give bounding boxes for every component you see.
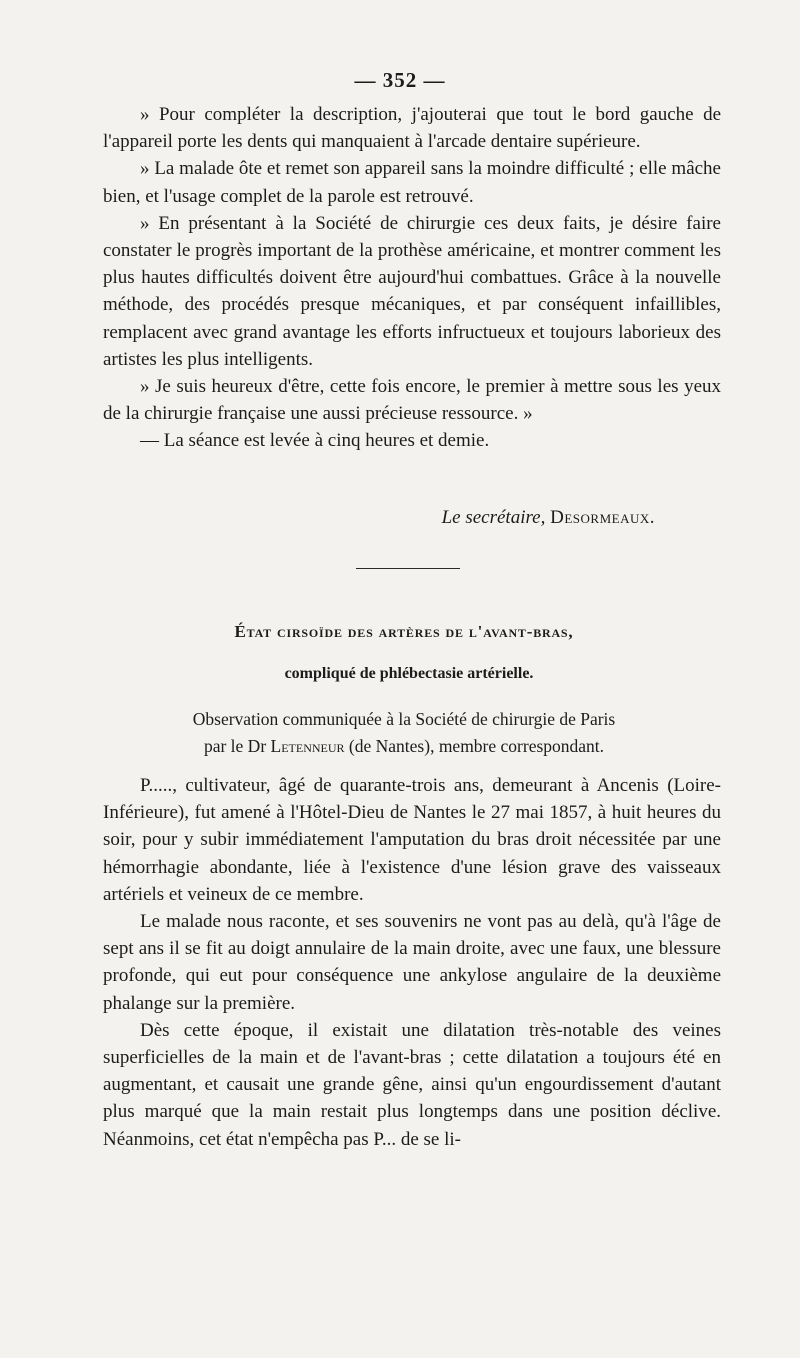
- paragraph: Le malade nous raconte, et ses souvenirs ne vont pas au delà, qu'à l'âge de sept ans il se fit au doigt annulaire de la main droite, avec une faux, une blessure profonde, qui eut pour conséquence une ankylose angulaire de la deuxième phalange sur la première.: [103, 911, 721, 1014]
- observation-author: Letenneur: [270, 736, 345, 756]
- top-text-block: [103, 101, 721, 455]
- observation-credit: [0, 706, 800, 760]
- article-title: État cirsoïde des artères de l'avant-bras,: [234, 622, 574, 641]
- paragraph: » En présentant à la Société de chirurgie ces deux faits, je désire faire constater le progrès important de la prothèse américaine, et montrer comment les plus hautes difficultés doivent être aujourd'hui combattues. Grâce à la nouvelle méthode, des procédés presque mécaniques, et par conséquent infaillibles, remplacent avec grand avantage les efforts infructueux et toujours laborieux des artistes les plus intelligents.: [103, 212, 721, 370]
- section-divider: [356, 568, 460, 569]
- signature: [0, 507, 655, 529]
- observation-prefix: par le Dr: [203, 736, 267, 756]
- page-number: — 352 —: [354, 68, 446, 92]
- paragraph: » Je suis heureux d'être, cette fois encore, le premier à mettre sous les yeux de la chirurgie française une aussi précieuse ressource. »: [103, 376, 721, 425]
- paragraph: » Pour compléter la description, j'ajouterai que tout le bord gauche de l'appareil porte les dents qui manquaient à l'arcade dentaire supérieure.: [103, 104, 721, 153]
- observation-line: [0, 733, 800, 760]
- article-subtitle: compliqué de phlébectasie artérielle.: [284, 665, 534, 682]
- observation-line: Observation communiquée à la Société de chirurgie de Paris: [192, 709, 616, 729]
- paragraph: P....., cultivateur, âgé de quarante-trois ans, demeurant à Ancenis (Loire-Inférieure), fut amené à l'Hôtel-Dieu de Nantes le 27 mai 1857, à huit heures du soir, pour y subir immédiatement l'amputation du bras droit nécessitée par une hémorrhagie abondante, liée à l'existence d'une lésion grave des vaisseaux artériels et veineux de ce membre.: [103, 775, 721, 905]
- paragraph: » La malade ôte et remet son appareil sans la moindre difficulté ; elle mâche bien, et l'usage complet de la parole est retrouvé.: [103, 158, 721, 207]
- signature-label: Le secrétaire,: [441, 507, 546, 528]
- signature-name: Desormeaux.: [550, 507, 655, 528]
- paragraph: — La séance est levée à cinq heures et demie.: [140, 430, 490, 452]
- paragraph: Dès cette époque, il existait une dilatation très-notable des veines superficielles de la main et de l'avant-bras ; cette dilatation a toujours été en augmentant, et causait une grande gêne, ainsi qu'un engourdissement d'autant plus marqué que la main restait plus longtemps dans une position déclive. Néanmoins, cet état n'empêcha pas P... de se li-: [103, 1019, 721, 1150]
- observation-suffix: (de Nantes), membre correspondant.: [348, 736, 605, 756]
- article-body: [103, 772, 721, 1153]
